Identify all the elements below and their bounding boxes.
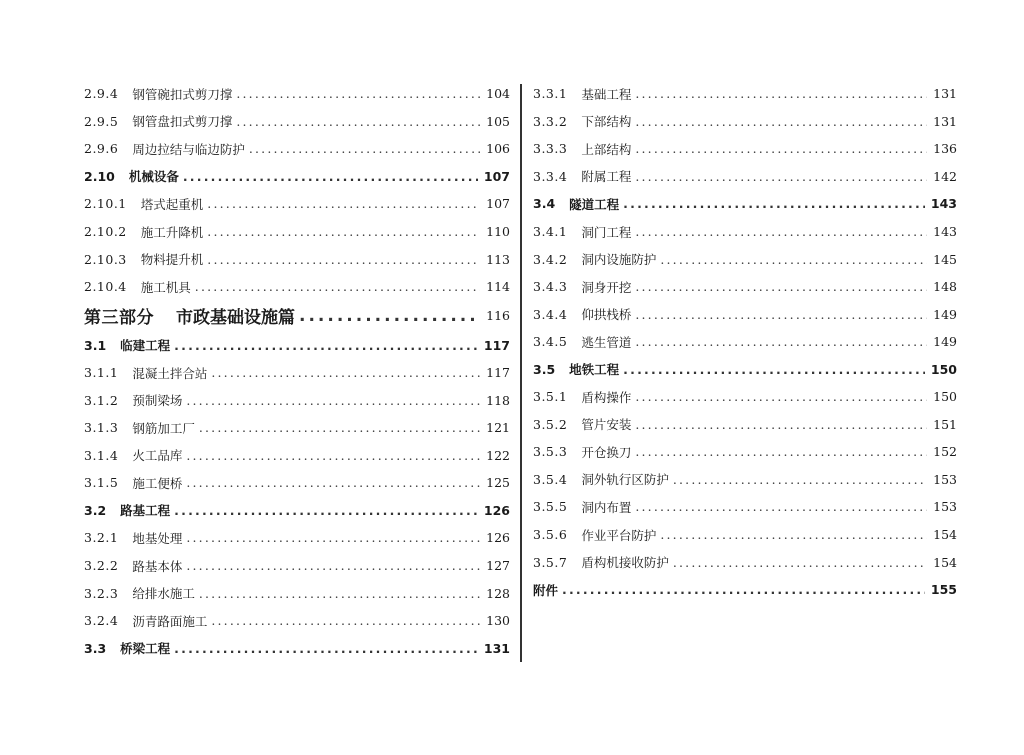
toc-entry-number: 3.4.5 xyxy=(533,334,568,350)
toc-leader-dots xyxy=(236,114,480,129)
toc-entry-title: 物料提升机 xyxy=(140,252,204,268)
toc-entry-number: 3.4.2 xyxy=(533,251,568,267)
toc-entry-page: 104 xyxy=(486,86,510,102)
toc-entry-page: 155 xyxy=(930,582,957,598)
toc-entry[interactable] xyxy=(533,300,957,328)
toc-entry-number: 3.2.1 xyxy=(84,530,119,546)
toc-entry-page: 126 xyxy=(486,530,510,546)
toc-leader-dots xyxy=(211,365,480,380)
toc-entry-page: 113 xyxy=(486,251,510,267)
toc-entry-number: 2.10 xyxy=(84,168,115,184)
toc-entry-number: 2.10.3 xyxy=(84,251,127,267)
toc-entry-page: 154 xyxy=(933,527,957,543)
toc-entry-page: 148 xyxy=(933,279,957,295)
toc-entry-title: 施工升降机 xyxy=(140,224,204,240)
toc-leader-dots xyxy=(174,503,478,518)
toc-entry-page: 145 xyxy=(933,251,957,267)
toc-entry-number: 3.1.1 xyxy=(84,365,119,381)
toc-entry[interactable] xyxy=(84,245,510,273)
toc-entry-page: 142 xyxy=(933,168,957,184)
toc-leader-dots xyxy=(673,472,927,487)
toc-entry-page: 117 xyxy=(483,337,510,353)
toc-entry[interactable] xyxy=(533,108,957,136)
toc-entry-page: 117 xyxy=(486,365,510,381)
toc-entry-title: 沥青路面施工 xyxy=(132,613,208,629)
toc-entry-number: 第三部分 xyxy=(84,308,154,329)
toc-entry-page: 114 xyxy=(486,279,510,295)
toc-leader-dots xyxy=(207,224,480,239)
toc-entry-page: 127 xyxy=(486,558,510,574)
toc-leader-dots xyxy=(673,555,927,570)
toc-entry-title: 洞外轨行区防护 xyxy=(581,472,669,488)
toc-entry-number: 3.3.4 xyxy=(533,168,568,184)
toc-leader-dots xyxy=(249,141,480,156)
toc-leader-dots xyxy=(186,530,480,545)
toc-entry-number: 3.1.4 xyxy=(84,447,119,463)
toc-entry[interactable] xyxy=(533,576,957,604)
toc-entry-title: 机械设备 xyxy=(128,169,179,185)
toc-entry-title: 基础工程 xyxy=(581,86,632,102)
toc-entry-page: 151 xyxy=(933,416,957,432)
toc-entry-page: 122 xyxy=(486,447,510,463)
toc-entry-number: 2.9.5 xyxy=(84,113,119,129)
toc-leader-dots xyxy=(174,641,478,656)
toc-leader-dots xyxy=(635,417,927,432)
toc-entry-page: 143 xyxy=(930,196,957,212)
toc-entry[interactable] xyxy=(84,190,510,218)
toc-entry-number: 3.3.3 xyxy=(533,141,568,157)
toc-entry-title: 钢管碗扣式剪刀撑 xyxy=(132,86,233,102)
toc-entry[interactable] xyxy=(84,524,510,552)
toc-leader-dots xyxy=(660,527,927,542)
toc-leader-dots xyxy=(635,279,927,294)
toc-entry-page: 118 xyxy=(486,392,510,408)
toc-entry-page: 107 xyxy=(486,196,510,212)
toc-entry-number: 3.2.3 xyxy=(84,585,119,601)
toc-leader-dots xyxy=(207,252,480,267)
toc-leader-dots xyxy=(174,338,478,353)
toc-entry-number: 2.10.4 xyxy=(84,279,127,295)
toc-leader-dots xyxy=(186,448,480,463)
toc-entry-title: 路基本体 xyxy=(132,558,183,574)
toc-entry[interactable] xyxy=(84,108,510,136)
toc-entry-title: 仰拱栈桥 xyxy=(581,307,632,323)
toc-entry-page: 126 xyxy=(483,502,510,518)
toc-entry-title: 路基工程 xyxy=(120,503,171,519)
toc-entry-page: 136 xyxy=(933,141,957,157)
toc-entry-title: 洞内布置 xyxy=(581,499,632,515)
toc-entry-page: 107 xyxy=(483,168,510,184)
toc-entry[interactable] xyxy=(533,521,957,549)
column-divider xyxy=(520,84,522,662)
toc-leader-dots xyxy=(635,169,927,184)
toc-entry-title: 作业平台防护 xyxy=(581,527,657,543)
toc-entry-title: 盾构操作 xyxy=(581,389,632,405)
toc-entry-title: 周边拉结与临边防护 xyxy=(132,141,245,157)
toc-entry[interactable] xyxy=(533,218,957,246)
toc-entry[interactable] xyxy=(533,80,957,108)
toc-entry-number: 3.3 xyxy=(84,640,107,656)
toc-entry-number: 3.5.5 xyxy=(533,499,568,515)
toc-entry-page: 131 xyxy=(933,113,957,129)
toc-leader-dots xyxy=(635,114,927,129)
toc-entry-number: 3.5.3 xyxy=(533,444,568,460)
toc-leader-dots xyxy=(186,558,480,573)
toc-entry-page: 125 xyxy=(486,475,510,491)
toc-entry-page: 150 xyxy=(933,389,957,405)
toc-entry-title: 施工便桥 xyxy=(132,475,183,491)
toc-entry[interactable] xyxy=(533,466,957,494)
toc-entry-number: 3.5.7 xyxy=(533,554,568,570)
toc-leader-dots xyxy=(195,279,480,294)
toc-entry-page: 116 xyxy=(486,308,510,324)
toc-entry[interactable] xyxy=(84,135,510,163)
toc-entry[interactable] xyxy=(84,218,510,246)
toc-entry-page: 130 xyxy=(486,613,510,629)
toc-leader-dots xyxy=(199,420,480,435)
toc-leader-dots xyxy=(635,389,927,404)
toc-leader-dots xyxy=(299,306,480,326)
toc-entry-title: 盾构机接收防护 xyxy=(581,555,669,571)
toc-leader-dots xyxy=(211,613,480,628)
toc-entry[interactable] xyxy=(84,163,510,191)
toc-entry-title: 洞内设施防护 xyxy=(581,252,657,268)
toc-leader-dots xyxy=(635,141,927,156)
toc-entry-title: 地铁工程 xyxy=(569,362,620,378)
toc-leader-dots xyxy=(635,307,927,322)
toc-leader-dots xyxy=(207,196,480,211)
toc-entry[interactable] xyxy=(533,548,957,576)
toc-entry-number: 3.2.4 xyxy=(84,613,119,629)
toc-entry-number: 3.3.1 xyxy=(533,86,568,102)
toc-entry-number: 3.5 xyxy=(533,361,556,377)
toc-entry-number: 3.3.2 xyxy=(533,113,568,129)
toc-entry-page: 152 xyxy=(933,444,957,460)
toc-entry[interactable] xyxy=(533,163,957,191)
toc-entry-title: 火工品库 xyxy=(132,448,183,464)
toc-entry-title: 钢管盘扣式剪刀撑 xyxy=(132,114,233,130)
toc-entry-number: 3.4 xyxy=(533,196,556,212)
toc-entry-title: 隧道工程 xyxy=(569,196,620,212)
toc-entry-number: 3.1 xyxy=(84,337,107,353)
toc-entry-number: 3.5.6 xyxy=(533,527,568,543)
toc-entry-number: 3.1.3 xyxy=(84,420,119,436)
toc-entry-number: 2.9.4 xyxy=(84,86,119,102)
toc-entry-page: 131 xyxy=(933,86,957,102)
toc-entry[interactable] xyxy=(533,355,957,383)
toc-entry-title: 附属工程 xyxy=(581,169,632,185)
toc-leader-dots xyxy=(562,582,925,597)
toc-entry-title: 上部结构 xyxy=(581,141,632,157)
toc-entry-number: 2.10.1 xyxy=(84,196,127,212)
toc-entry-title: 市政基础设施篇 xyxy=(176,308,295,329)
toc-entry[interactable] xyxy=(533,328,957,356)
toc-entry-number: 3.4.1 xyxy=(533,224,568,239)
toc-leader-dots xyxy=(623,362,925,377)
toc-entry[interactable] xyxy=(533,383,957,411)
toc-entry-number: 3.5.4 xyxy=(533,471,568,487)
toc-entry[interactable] xyxy=(533,493,957,521)
toc-entry[interactable] xyxy=(84,579,510,607)
toc-entry-title: 预制梁场 xyxy=(132,393,183,409)
toc-leader-dots xyxy=(635,86,927,101)
toc-entry[interactable] xyxy=(533,135,957,163)
toc-leader-dots xyxy=(635,334,927,349)
toc-leader-dots xyxy=(660,252,927,267)
toc-leader-dots xyxy=(236,86,480,101)
toc-leader-dots xyxy=(623,196,925,211)
toc-entry[interactable] xyxy=(533,411,957,439)
toc-entry-page: 153 xyxy=(933,499,957,515)
toc-entry-number: 3.4.4 xyxy=(533,306,568,322)
toc-leader-dots xyxy=(183,169,478,184)
toc-entry[interactable] xyxy=(84,497,510,525)
toc-entry-title: 附件 xyxy=(533,582,559,598)
toc-entry-title: 施工机具 xyxy=(140,279,191,295)
toc-entry-title: 管片安装 xyxy=(581,417,632,433)
toc-entry[interactable] xyxy=(533,190,957,218)
toc-entry-title: 给排水施工 xyxy=(132,586,195,602)
toc-entry-number: 2.10.2 xyxy=(84,224,127,239)
toc-entry-title: 洞身开挖 xyxy=(581,279,632,295)
toc-entry-number: 3.1.2 xyxy=(84,392,119,408)
toc-entry-page: 154 xyxy=(933,554,957,570)
toc-leader-dots xyxy=(635,444,927,459)
toc-entry-page: 149 xyxy=(933,306,957,322)
toc-entry-title: 桥梁工程 xyxy=(120,641,171,657)
toc-entry-page: 110 xyxy=(486,224,510,239)
toc-entry-number: 3.4.3 xyxy=(533,279,568,295)
toc-entry[interactable] xyxy=(84,634,510,662)
toc-entry-title: 钢筋加工厂 xyxy=(132,420,195,436)
toc-entry-page: 143 xyxy=(933,224,957,239)
toc-entry-page: 128 xyxy=(486,585,510,601)
toc-entry-title: 地基处理 xyxy=(132,530,183,546)
toc-entry-page: 121 xyxy=(486,420,510,436)
toc-entry-number: 3.2 xyxy=(84,502,107,518)
toc-entry-page: 106 xyxy=(486,141,510,157)
toc-entry[interactable] xyxy=(84,359,510,387)
toc-entry-page: 150 xyxy=(930,361,957,377)
toc-entry[interactable] xyxy=(84,414,510,442)
toc-entry-title: 临建工程 xyxy=(120,338,171,354)
toc-entry[interactable] xyxy=(533,273,957,301)
toc-entry[interactable] xyxy=(533,438,957,466)
toc-entry-page: 149 xyxy=(933,334,957,350)
toc-entry[interactable] xyxy=(84,552,510,580)
toc-entry-number: 3.2.2 xyxy=(84,558,119,574)
toc-entry[interactable] xyxy=(84,442,510,470)
toc-entry-title: 下部结构 xyxy=(581,114,632,130)
toc-entry-number: 2.9.6 xyxy=(84,141,119,157)
toc-entry-number: 3.5.1 xyxy=(533,389,568,405)
toc-entry[interactable] xyxy=(84,469,510,497)
toc-entry-number: 3.5.2 xyxy=(533,416,568,432)
toc-entry[interactable] xyxy=(84,607,510,635)
toc-leader-dots xyxy=(199,586,480,601)
toc-left-column xyxy=(84,80,510,662)
toc-leader-dots xyxy=(635,224,927,239)
toc-entry[interactable] xyxy=(533,245,957,273)
toc-entry[interactable] xyxy=(84,386,510,414)
toc-entry-page: 131 xyxy=(483,640,510,656)
toc-entry-title: 塔式起重机 xyxy=(140,196,204,212)
toc-right-column xyxy=(533,80,957,603)
toc-entry-title: 逃生管道 xyxy=(581,334,632,350)
toc-leader-dots xyxy=(186,393,480,408)
toc-entry[interactable] xyxy=(84,80,510,108)
toc-entry-title: 混凝土拌合站 xyxy=(132,365,208,381)
toc-entry-title: 开仓换刀 xyxy=(581,444,632,460)
toc-entry[interactable] xyxy=(84,273,510,301)
toc-leader-dots xyxy=(635,499,927,514)
toc-entry[interactable] xyxy=(84,300,510,331)
toc-entry-page: 105 xyxy=(486,113,510,129)
toc-leader-dots xyxy=(186,475,480,490)
toc-entry-title: 洞门工程 xyxy=(581,224,632,240)
toc-entry-page: 153 xyxy=(933,471,957,487)
toc-entry[interactable] xyxy=(84,331,510,359)
toc-entry-number: 3.1.5 xyxy=(84,475,119,491)
